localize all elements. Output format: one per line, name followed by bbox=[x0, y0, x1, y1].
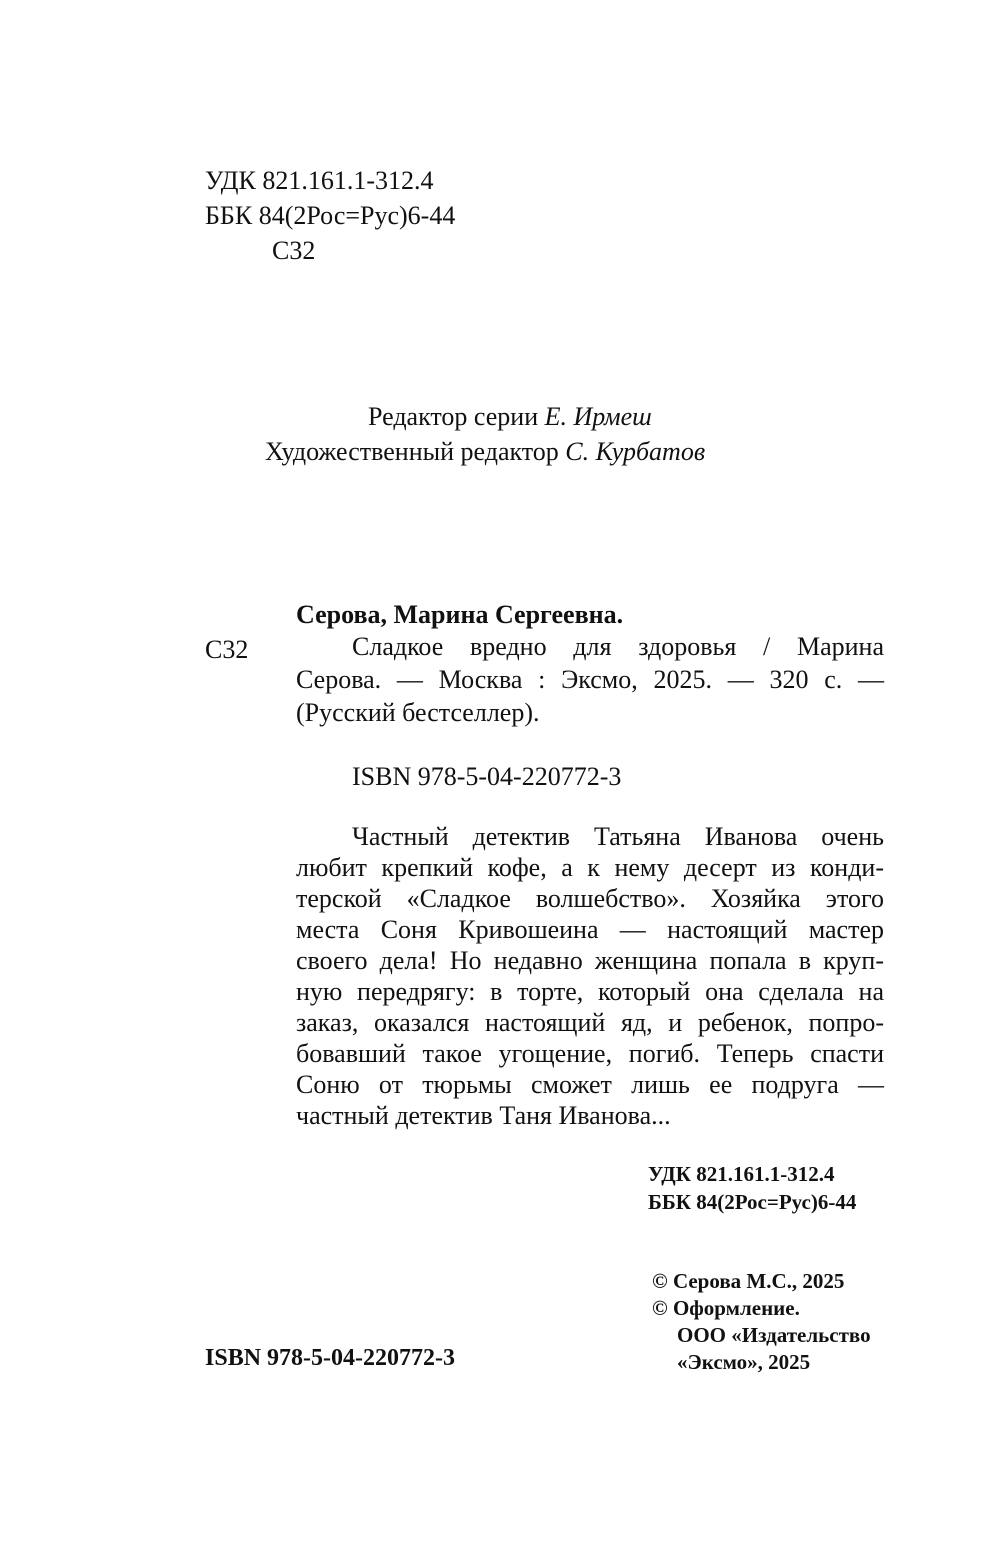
header-author-sign: С32 bbox=[272, 236, 316, 265]
annotation-line: бовавший такое угощение, погиб. Теперь спасти bbox=[296, 1039, 884, 1068]
copyright-line: © Оформление. bbox=[652, 1296, 800, 1320]
entry-description-line: Сладкое вредно для здоровья / Марина bbox=[352, 632, 884, 661]
copyright-line: ООО «Издательство bbox=[677, 1323, 871, 1347]
classification-udk: УДК 821.161.1-312.4 bbox=[648, 1162, 835, 1186]
art-editor-name: С. Курбатов bbox=[565, 437, 706, 466]
annotation-line: частный детектив Таня Иванова... bbox=[296, 1101, 671, 1130]
annotation-line: ную передрягу: в торте, который она сделала на bbox=[296, 977, 884, 1006]
art-editor-line bbox=[265, 437, 705, 467]
art-editor-label: Художественный редактор bbox=[265, 437, 559, 466]
header-udk: УДК 821.161.1-312.4 bbox=[205, 166, 434, 195]
entry-sign: С32 bbox=[205, 635, 249, 664]
entry-description-line: Серова. — Москва : Эксмо, 2025. — 320 с. — bbox=[296, 665, 884, 694]
annotation-line: любит крепкий кофе, а к нему десерт из конди- bbox=[296, 853, 884, 882]
series-editor-line bbox=[368, 402, 652, 432]
header-bbk: ББК 84(2Рос=Рус)6-44 bbox=[205, 201, 456, 230]
annotation-line: своего дела! Но недавно женщина попала в круп- bbox=[296, 946, 884, 975]
entry-description-line: (Русский бестселлер). bbox=[296, 698, 540, 727]
series-editor-label: Редактор серии bbox=[368, 402, 539, 431]
footer-isbn: ISBN 978-5-04-220772-3 bbox=[205, 1345, 455, 1371]
annotation-line: Соню от тюрьмы сможет лишь ее подруга — bbox=[296, 1070, 884, 1099]
series-editor-name: Е. Ирмеш bbox=[544, 402, 652, 431]
copyright-line: «Эксмо», 2025 bbox=[677, 1350, 811, 1374]
annotation-line: терской «Сладкое волшебство». Хозяйка этого bbox=[296, 884, 884, 913]
entry-author: Серова, Марина Сергеевна. bbox=[296, 600, 624, 629]
copyright-line: © Серова М.С., 2025 bbox=[652, 1269, 845, 1293]
classification-bbk: ББК 84(2Рос=Рус)6-44 bbox=[648, 1190, 857, 1214]
annotation-line: места Соня Кривошеина — настоящий мастер bbox=[296, 915, 884, 944]
entry-isbn: ISBN 978-5-04-220772-3 bbox=[352, 762, 622, 791]
annotation-line: Частный детектив Татьяна Иванова очень bbox=[352, 822, 884, 851]
annotation-line: заказ, оказался настоящий яд, и ребенок, попро- bbox=[296, 1008, 884, 1037]
